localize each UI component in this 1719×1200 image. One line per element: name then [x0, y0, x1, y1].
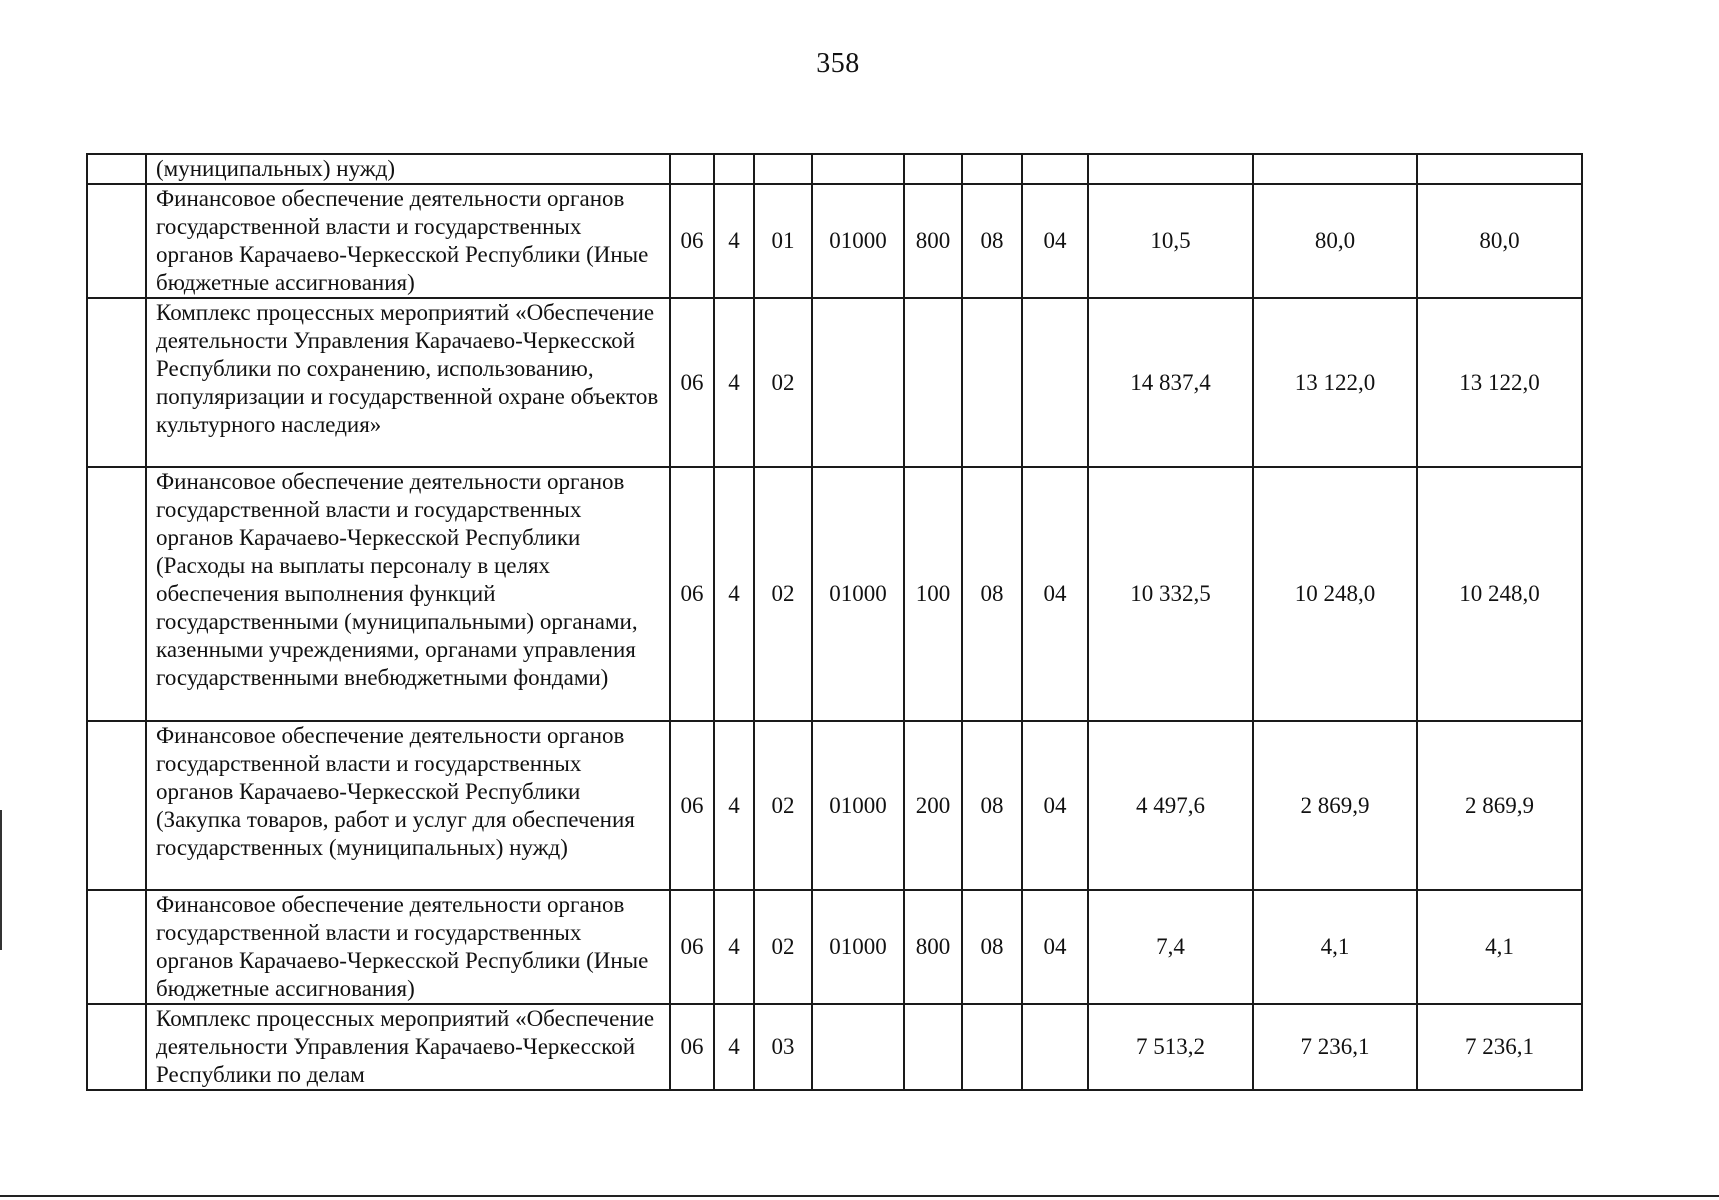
- code-cell: 4: [714, 890, 754, 1004]
- code-cell: 06: [670, 890, 714, 1004]
- code-cell: 06: [670, 298, 714, 467]
- amount-cell: 10 332,5: [1088, 467, 1253, 721]
- amount-cell: 10 248,0: [1253, 467, 1417, 721]
- code-cell: 4: [714, 467, 754, 721]
- amount-cell: 4,1: [1417, 890, 1582, 1004]
- amount-cell: 7 513,2: [1088, 1004, 1253, 1090]
- row-index-cell: [87, 184, 146, 298]
- scan-edge-mark: [0, 810, 2, 950]
- code-cell: 03: [754, 1004, 812, 1090]
- code-cell: [904, 154, 962, 184]
- code-cell: [962, 298, 1022, 467]
- code-cell: 04: [1022, 721, 1088, 890]
- row-index-cell: [87, 467, 146, 721]
- code-cell: 02: [754, 721, 812, 890]
- code-cell: 200: [904, 721, 962, 890]
- table-row: [87, 721, 1582, 890]
- description-cell: Финансовое обеспечение деятельности органов государственной власти и государственных органов Карачаево-Черкесской Республики (Расходы на выплаты персоналу в целях обеспечения выполнения функций государственными (муниципальными) органами, казенными учреждениями, органами управления государственными внебюджетными фондами): [146, 467, 670, 721]
- code-cell: [904, 298, 962, 467]
- code-cell: 02: [754, 890, 812, 1004]
- description-cell: Финансовое обеспечение деятельности органов государственной власти и государственных органов Карачаево-Черкесской Республики (Иные бюджетные ассигнования): [146, 890, 670, 1004]
- amount-cell: 2 869,9: [1417, 721, 1582, 890]
- amount-cell: 7,4: [1088, 890, 1253, 1004]
- budget-table: [86, 153, 1583, 1091]
- code-cell: 01: [754, 184, 812, 298]
- code-cell: [812, 298, 904, 467]
- table-row: [87, 154, 1582, 184]
- code-cell: [1022, 298, 1088, 467]
- amount-cell: 10,5: [1088, 184, 1253, 298]
- code-cell: 08: [962, 721, 1022, 890]
- row-index-cell: [87, 721, 146, 890]
- code-cell: 4: [714, 1004, 754, 1090]
- code-cell: [962, 1004, 1022, 1090]
- code-cell: 100: [904, 467, 962, 721]
- code-cell: [904, 1004, 962, 1090]
- amount-cell: 7 236,1: [1417, 1004, 1582, 1090]
- amount-cell: [1088, 154, 1253, 184]
- table-row: [87, 890, 1582, 1004]
- code-cell: 02: [754, 298, 812, 467]
- row-index-cell: [87, 298, 146, 467]
- code-cell: [670, 154, 714, 184]
- amount-cell: 80,0: [1417, 184, 1582, 298]
- code-cell: 06: [670, 467, 714, 721]
- code-cell: 02: [754, 467, 812, 721]
- amount-cell: 80,0: [1253, 184, 1417, 298]
- code-cell: [812, 154, 904, 184]
- amount-cell: 4,1: [1253, 890, 1417, 1004]
- code-cell: 01000: [812, 467, 904, 721]
- row-index-cell: [87, 154, 146, 184]
- amount-cell: 13 122,0: [1417, 298, 1582, 467]
- table-row: [87, 467, 1582, 721]
- code-cell: 04: [1022, 467, 1088, 721]
- code-cell: 800: [904, 184, 962, 298]
- code-cell: [754, 154, 812, 184]
- code-cell: [962, 154, 1022, 184]
- code-cell: [1022, 154, 1088, 184]
- code-cell: 06: [670, 1004, 714, 1090]
- amount-cell: 2 869,9: [1253, 721, 1417, 890]
- code-cell: 08: [962, 890, 1022, 1004]
- row-index-cell: [87, 1004, 146, 1090]
- code-cell: 06: [670, 721, 714, 890]
- table-row: [87, 1004, 1582, 1090]
- amount-cell: [1253, 154, 1417, 184]
- description-cell: Финансовое обеспечение деятельности органов государственной власти и государственных органов Карачаево-Черкесской Республики (Иные бюджетные ассигнования): [146, 184, 670, 298]
- amount-cell: 13 122,0: [1253, 298, 1417, 467]
- code-cell: [812, 1004, 904, 1090]
- code-cell: 06: [670, 184, 714, 298]
- code-cell: 800: [904, 890, 962, 1004]
- amount-cell: 7 236,1: [1253, 1004, 1417, 1090]
- description-cell: Комплекс процессных мероприятий «Обеспечение деятельности Управления Карачаево-Черкесской Республики по сохранению, использованию, популяризации и государственной охране объектов культурного наследия»: [146, 298, 670, 467]
- table-row: [87, 298, 1582, 467]
- code-cell: 04: [1022, 890, 1088, 1004]
- table-row: [87, 184, 1582, 298]
- scan-bottom-edge: [0, 1195, 1719, 1197]
- amount-cell: 14 837,4: [1088, 298, 1253, 467]
- description-cell: Финансовое обеспечение деятельности органов государственной власти и государственных органов Карачаево-Черкесской Республики (Закупка товаров, работ и услуг для обеспечения государственных (муниципальных) нужд): [146, 721, 670, 890]
- row-index-cell: [87, 890, 146, 1004]
- code-cell: 4: [714, 298, 754, 467]
- code-cell: 08: [962, 467, 1022, 721]
- code-cell: [1022, 1004, 1088, 1090]
- amount-cell: 4 497,6: [1088, 721, 1253, 890]
- description-cell: (муниципальных) нужд): [146, 154, 670, 184]
- code-cell: 01000: [812, 184, 904, 298]
- description-cell: Комплекс процессных мероприятий «Обеспечение деятельности Управления Карачаево-Черкесской Республики по делам: [146, 1004, 670, 1090]
- code-cell: 4: [714, 184, 754, 298]
- amount-cell: 10 248,0: [1417, 467, 1582, 721]
- page-number: 358: [816, 48, 860, 79]
- code-cell: 01000: [812, 890, 904, 1004]
- amount-cell: [1417, 154, 1582, 184]
- code-cell: 04: [1022, 184, 1088, 298]
- code-cell: 01000: [812, 721, 904, 890]
- code-cell: [714, 154, 754, 184]
- code-cell: 08: [962, 184, 1022, 298]
- code-cell: 4: [714, 721, 754, 890]
